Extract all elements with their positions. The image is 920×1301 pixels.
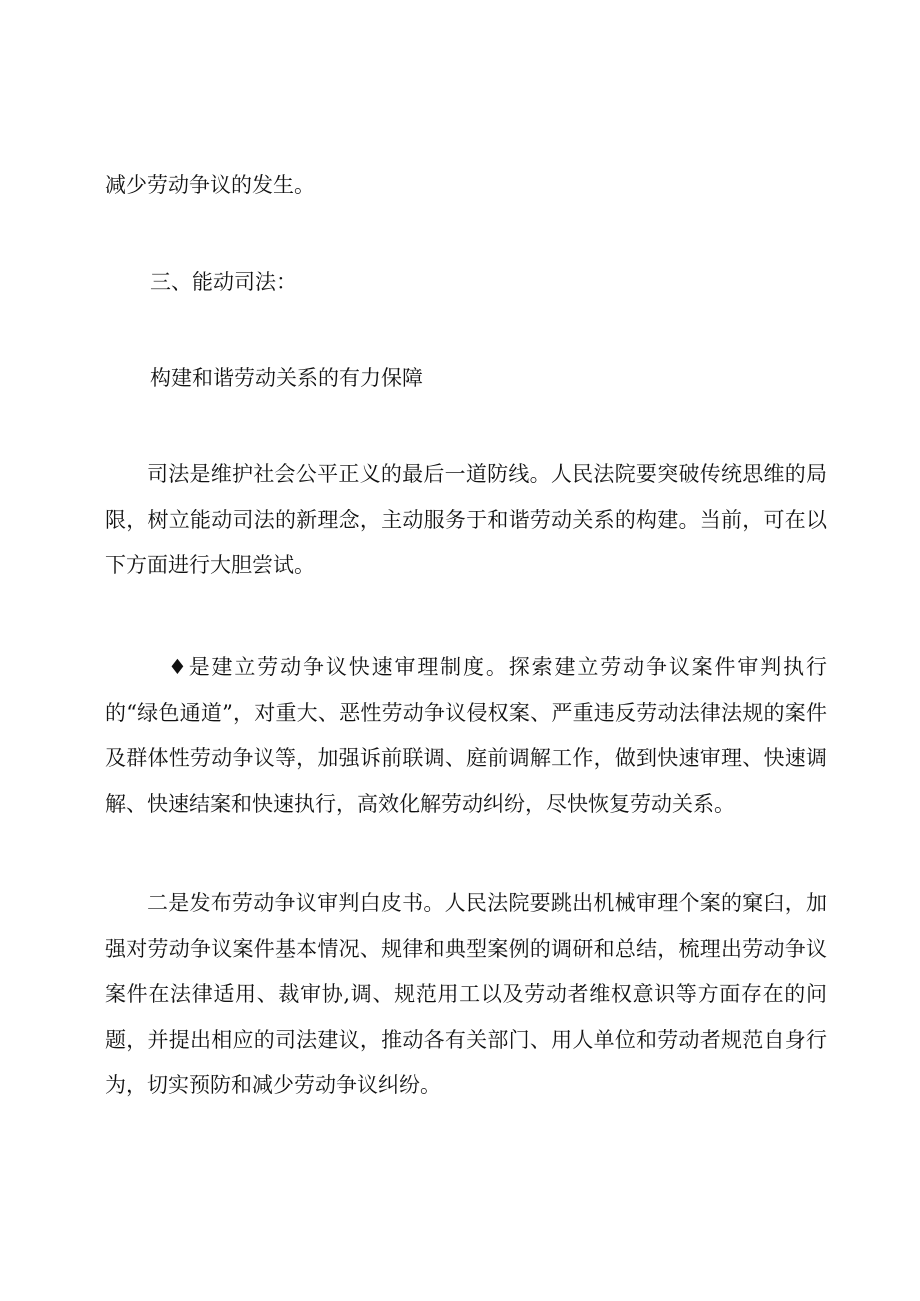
section-heading: 三、能动司法： (150, 270, 297, 294)
paragraph-point-two: 二是发布劳动争议审判白皮书。人民法院要跳出机械审理个案的窠臼，加强对劳动争议案件基本情况、规律和典型案例的调研和总结，梳理出劳动争议案件在法律适用、裁审协,调、规范用工以及劳动者维权意识等方面存在的问题，并提出相应的司法建议，推动各有关部门、用人单位和劳动者规范自身行为，切实预防和减少劳动争议纠纷。 (105, 891, 827, 1097)
paragraph-continuation: 减少劳动争议的发生。 (105, 173, 315, 197)
paragraph-intro: 司法是维护社会公平正义的最后一道防线。人民法院要突破传统思维的局限，树立能动司法的新理念，主动服务于和谐劳动关系的构建。当前，可在以下方面进行大胆尝试。 (105, 462, 827, 577)
section-subheading: 构建和谐劳动关系的有力保障 (150, 366, 423, 390)
paragraph-point-one: ♦是建立劳动争议快速审理制度。探索建立劳动争议案件审判执行的“绿色通道”，对重大、恶性劳动争议侵权案、严重违反劳动法律法规的案件及群体性劳动争议等，加强诉前联调、庭前调解工作，做到快速审理、快速调解、快速结案和快速执行，高效化解劳动纠纷，尽快恢复劳动关系。 (105, 655, 827, 816)
